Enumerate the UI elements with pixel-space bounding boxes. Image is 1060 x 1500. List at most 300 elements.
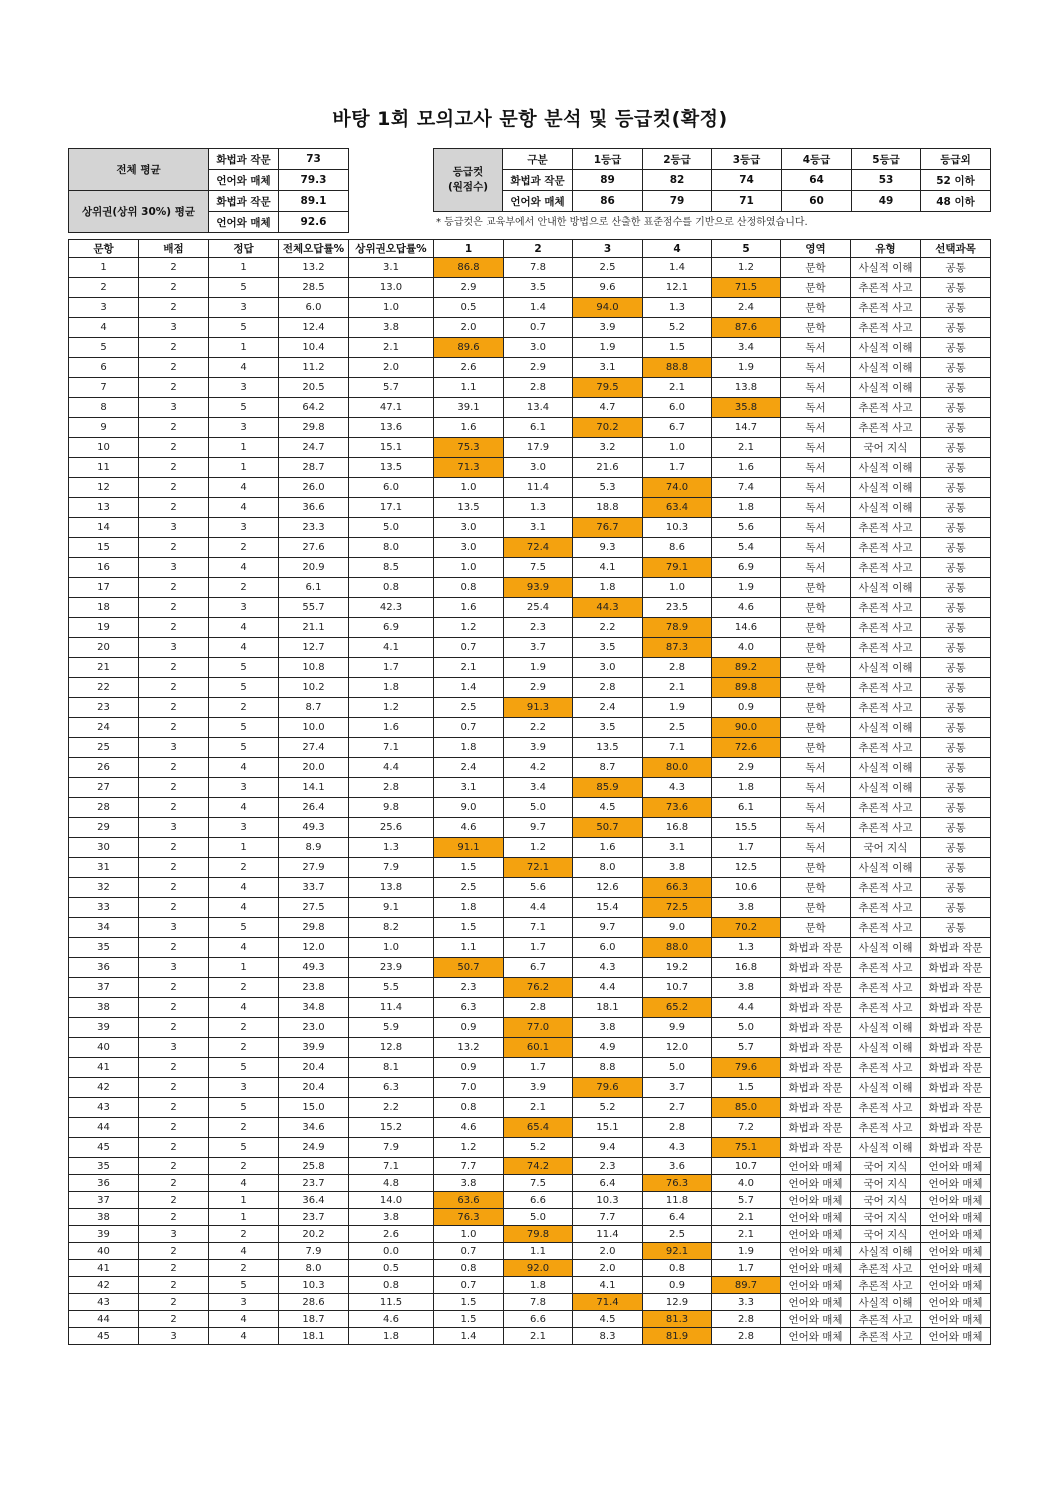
table-row [69, 1078, 991, 1098]
table-cell: 2 [139, 1078, 209, 1098]
table-cell: 4 [209, 558, 279, 578]
table-row [69, 638, 991, 658]
table-cell: 0.9 [434, 1018, 504, 1038]
table-cell: 추론적 사고 [851, 738, 921, 758]
table-cell: 사실적 이해 [851, 338, 921, 358]
table-row [69, 1158, 991, 1175]
table-cell: 1.9 [643, 698, 712, 718]
table-cell: 언어와 매체 [781, 1209, 851, 1226]
table-cell: 0.8 [643, 1260, 712, 1277]
table-cell: 2.9 [504, 678, 573, 698]
table-cell: 7.1 [349, 738, 434, 758]
table-cell: 3 [139, 558, 209, 578]
table-row [69, 818, 991, 838]
table-cell: 14.1 [279, 778, 349, 798]
table-cell: 8 [69, 398, 139, 418]
table-cell: 공통 [921, 318, 991, 338]
table-cell: 12.5 [712, 858, 781, 878]
table-cell: 독서 [781, 458, 851, 478]
table-cell: 1.6 [434, 598, 504, 618]
table-cell: 2 [209, 858, 279, 878]
table-cell: 1.5 [434, 1311, 504, 1328]
table-cell: 1.3 [349, 838, 434, 858]
table-row [69, 418, 991, 438]
table-row [69, 1058, 991, 1078]
table-cell: 2.9 [712, 758, 781, 778]
table-cell: 15.1 [573, 1118, 643, 1138]
table-cell: 언어와 매체 [781, 1226, 851, 1243]
cut-cell: 언어와 매체 [503, 191, 573, 212]
item-header-cell: 1 [434, 240, 504, 258]
table-cell: 공통 [921, 618, 991, 638]
table-cell: 3.0 [573, 658, 643, 678]
table-cell: 10.4 [279, 338, 349, 358]
table-cell: 28.7 [279, 458, 349, 478]
table-cell: 0.8 [434, 1098, 504, 1118]
table-cell: 0.8 [349, 578, 434, 598]
cut-header-cell: 2등급 [643, 149, 712, 170]
table-row [69, 778, 991, 798]
table-cell: 1.4 [434, 1328, 504, 1345]
table-cell: 21.6 [573, 458, 643, 478]
table-row [69, 258, 991, 278]
table-cell: 2 [139, 678, 209, 698]
table-cell: 3 [139, 738, 209, 758]
table-cell: 추론적 사고 [851, 998, 921, 1018]
table-cell: 78.9 [643, 618, 712, 638]
table-cell: 국어 지식 [851, 1192, 921, 1209]
table-cell: 71.5 [712, 278, 781, 298]
table-cell: 공통 [921, 878, 991, 898]
table-cell: 문학 [781, 258, 851, 278]
table-cell: 2 [139, 1311, 209, 1328]
table-cell: 5.6 [712, 518, 781, 538]
table-cell: 2.1 [504, 1098, 573, 1118]
table-cell: 국어 지식 [851, 1209, 921, 1226]
table-cell: 23.7 [279, 1175, 349, 1192]
table-cell: 0.0 [349, 1243, 434, 1260]
table-cell: 독서 [781, 358, 851, 378]
table-cell: 2.1 [643, 678, 712, 698]
table-cell: 11.4 [573, 1226, 643, 1243]
table-cell: 4.0 [712, 638, 781, 658]
table-cell: 2.3 [573, 1158, 643, 1175]
table-cell: 2.8 [504, 998, 573, 1018]
table-cell: 언어와 매체 [921, 1328, 991, 1345]
table-cell: 화법과 작문 [921, 958, 991, 978]
table-cell: 언어와 매체 [921, 1192, 991, 1209]
table-row [69, 1098, 991, 1118]
table-cell: 3 [139, 398, 209, 418]
table-cell: 1 [209, 1192, 279, 1209]
table-cell: 7.1 [349, 1158, 434, 1175]
table-cell: 사실적 이해 [851, 758, 921, 778]
table-row [69, 338, 991, 358]
table-cell: 25.4 [504, 598, 573, 618]
table-cell: 독서 [781, 378, 851, 398]
table-cell: 독서 [781, 418, 851, 438]
table-cell: 33.7 [279, 878, 349, 898]
table-cell: 90.0 [712, 718, 781, 738]
table-cell: 74.0 [643, 478, 712, 498]
table-cell: 1.4 [504, 298, 573, 318]
table-cell: 2 [69, 278, 139, 298]
table-cell: 문학 [781, 918, 851, 938]
table-cell: 추론적 사고 [851, 798, 921, 818]
table-cell: 5 [69, 338, 139, 358]
table-cell: 독서 [781, 518, 851, 538]
table-row [69, 558, 991, 578]
table-cell: 1.4 [434, 678, 504, 698]
table-cell: 국어 지식 [851, 438, 921, 458]
table-cell: 4 [209, 898, 279, 918]
table-cell: 77.0 [504, 1018, 573, 1038]
table-cell: 2 [139, 538, 209, 558]
table-cell: 문학 [781, 878, 851, 898]
table-cell: 38 [69, 998, 139, 1018]
table-cell: 사실적 이해 [851, 578, 921, 598]
table-row [69, 798, 991, 818]
table-cell: 4.6 [434, 818, 504, 838]
table-cell: 4.6 [434, 1118, 504, 1138]
table-cell: 6.3 [349, 1078, 434, 1098]
table-cell: 7.4 [712, 478, 781, 498]
table-cell: 6.9 [712, 558, 781, 578]
table-cell: 0.8 [349, 1277, 434, 1294]
table-cell: 문학 [781, 678, 851, 698]
table-cell: 27.4 [279, 738, 349, 758]
table-cell: 14.7 [712, 418, 781, 438]
table-cell: 2 [139, 1138, 209, 1158]
table-cell: 20.4 [279, 1058, 349, 1078]
table-cell: 40 [69, 1038, 139, 1058]
table-cell: 3 [139, 1328, 209, 1345]
table-cell: 1.8 [712, 778, 781, 798]
top-average-label: 상위권(상위 30%) 평균 [69, 191, 209, 233]
table-cell: 7.8 [504, 1294, 573, 1311]
table-cell: 5.7 [349, 378, 434, 398]
table-cell: 0.7 [434, 718, 504, 738]
item-header-cell: 2 [504, 240, 573, 258]
table-cell: 11.8 [643, 1192, 712, 1209]
table-cell: 문학 [781, 738, 851, 758]
table-cell: 3 [209, 298, 279, 318]
table-cell: 81.3 [643, 1311, 712, 1328]
table-cell: 9.1 [349, 898, 434, 918]
table-cell: 5 [209, 318, 279, 338]
table-cell: 1 [209, 838, 279, 858]
table-cell: 사실적 이해 [851, 1294, 921, 1311]
table-cell: 4 [209, 878, 279, 898]
table-cell: 공통 [921, 398, 991, 418]
table-cell: 1.7 [504, 938, 573, 958]
table-cell: 독서 [781, 778, 851, 798]
table-cell: 3.8 [573, 1018, 643, 1038]
table-cell: 7.5 [504, 558, 573, 578]
table-cell: 49.3 [279, 958, 349, 978]
table-cell: 3 [139, 1226, 209, 1243]
cut-header-cell: 구분 [503, 149, 573, 170]
table-cell: 1.8 [573, 578, 643, 598]
table-cell: 5.6 [504, 878, 573, 898]
table-cell: 추론적 사고 [851, 538, 921, 558]
table-cell: 71.3 [434, 458, 504, 478]
table-cell: 10.0 [279, 718, 349, 738]
table-cell: 15.1 [349, 438, 434, 458]
table-cell: 15.5 [712, 818, 781, 838]
table-cell: 7.9 [349, 1138, 434, 1158]
table-cell: 20.9 [279, 558, 349, 578]
table-cell: 27 [69, 778, 139, 798]
table-row [69, 1175, 991, 1192]
table-row [69, 498, 991, 518]
cut-header-cell: 3등급 [712, 149, 782, 170]
table-cell: 문학 [781, 278, 851, 298]
table-cell: 3 [139, 638, 209, 658]
table-cell: 독서 [781, 758, 851, 778]
table-cell: 79.6 [573, 1078, 643, 1098]
table-cell: 29 [69, 818, 139, 838]
table-cell: 2.2 [349, 1098, 434, 1118]
table-cell: 1.7 [643, 458, 712, 478]
table-cell: 언어와 매체 [781, 1294, 851, 1311]
table-cell: 6.0 [349, 478, 434, 498]
table-cell: 2.4 [573, 698, 643, 718]
cut-cell: 79 [643, 191, 712, 212]
table-cell: 4.4 [349, 758, 434, 778]
table-cell: 2 [139, 1209, 209, 1226]
table-cell: 공통 [921, 358, 991, 378]
table-cell: 18.1 [279, 1328, 349, 1345]
table-cell: 11.4 [349, 998, 434, 1018]
table-cell: 2.2 [573, 618, 643, 638]
cut-cell: 52 이하 [921, 170, 991, 191]
table-cell: 독서 [781, 818, 851, 838]
table-cell: 9.3 [573, 538, 643, 558]
table-cell: 36 [69, 1175, 139, 1192]
table-cell: 공통 [921, 298, 991, 318]
avg-value: 79.3 [279, 170, 349, 191]
table-cell: 0.7 [434, 1277, 504, 1294]
table-cell: 추론적 사고 [851, 1328, 921, 1345]
table-row [69, 858, 991, 878]
table-cell: 4.1 [573, 558, 643, 578]
table-cell: 5 [209, 918, 279, 938]
table-cell: 14.6 [712, 618, 781, 638]
table-cell: 50.7 [434, 958, 504, 978]
table-cell: 3 [209, 598, 279, 618]
table-cell: 2 [209, 978, 279, 998]
table-cell: 10.6 [712, 878, 781, 898]
table-cell: 사실적 이해 [851, 1018, 921, 1038]
table-cell: 3 [209, 518, 279, 538]
table-cell: 8.1 [349, 1058, 434, 1078]
table-cell: 공통 [921, 378, 991, 398]
table-cell: 15.0 [279, 1098, 349, 1118]
table-cell: 언어와 매체 [781, 1328, 851, 1345]
table-row [69, 918, 991, 938]
table-cell: 17.1 [349, 498, 434, 518]
table-cell: 2.8 [573, 678, 643, 698]
table-cell: 4.3 [643, 778, 712, 798]
table-cell: 1.2 [712, 258, 781, 278]
table-row [69, 358, 991, 378]
table-row [69, 458, 991, 478]
table-cell: 1.0 [434, 558, 504, 578]
table-cell: 공통 [921, 778, 991, 798]
table-cell: 23.3 [279, 518, 349, 538]
table-cell: 국어 지식 [851, 1175, 921, 1192]
table-cell: 화법과 작문 [781, 1098, 851, 1118]
cut-cell: 74 [712, 170, 782, 191]
table-cell: 1.8 [349, 678, 434, 698]
table-cell: 33 [69, 898, 139, 918]
table-cell: 15 [69, 538, 139, 558]
table-cell: 74.2 [504, 1158, 573, 1175]
table-row [69, 718, 991, 738]
table-cell: 20 [69, 638, 139, 658]
table-cell: 26 [69, 758, 139, 778]
table-cell: 47.1 [349, 398, 434, 418]
table-cell: 화법과 작문 [781, 938, 851, 958]
table-cell: 언어와 매체 [921, 1226, 991, 1243]
table-cell: 11.5 [349, 1294, 434, 1311]
table-cell: 72.5 [643, 898, 712, 918]
table-cell: 89.2 [712, 658, 781, 678]
table-cell: 1.3 [712, 938, 781, 958]
table-cell: 1.8 [712, 498, 781, 518]
table-cell: 추론적 사고 [851, 698, 921, 718]
table-cell: 0.7 [504, 318, 573, 338]
table-cell: 공통 [921, 278, 991, 298]
table-cell: 93.9 [504, 578, 573, 598]
table-cell: 화법과 작문 [781, 958, 851, 978]
table-cell: 3.1 [349, 258, 434, 278]
table-cell: 1.1 [434, 378, 504, 398]
table-cell: 문학 [781, 898, 851, 918]
table-cell: 27.9 [279, 858, 349, 878]
table-cell: 추론적 사고 [851, 878, 921, 898]
table-cell: 5.2 [504, 1138, 573, 1158]
table-cell: 4.1 [349, 638, 434, 658]
table-cell: 13.5 [349, 458, 434, 478]
table-row [69, 1209, 991, 1226]
table-cell: 공통 [921, 758, 991, 778]
cut-cell: 화법과 작문 [503, 170, 573, 191]
table-cell: 2.0 [434, 318, 504, 338]
table-cell: 12.0 [643, 1038, 712, 1058]
table-cell: 3.8 [712, 978, 781, 998]
table-cell: 문학 [781, 298, 851, 318]
table-cell: 24.7 [279, 438, 349, 458]
table-cell: 79.5 [573, 378, 643, 398]
table-cell: 1.1 [504, 1243, 573, 1260]
table-cell: 5.7 [712, 1192, 781, 1209]
table-cell: 91.1 [434, 838, 504, 858]
table-cell: 2 [209, 1260, 279, 1277]
table-cell: 공통 [921, 638, 991, 658]
table-cell: 4 [209, 1311, 279, 1328]
table-cell: 2.1 [712, 438, 781, 458]
table-row [69, 898, 991, 918]
table-cell: 3 [139, 918, 209, 938]
table-cell: 2 [139, 838, 209, 858]
table-cell: 5.3 [573, 478, 643, 498]
table-cell: 6.0 [573, 938, 643, 958]
table-cell: 65.2 [643, 998, 712, 1018]
table-cell: 4.5 [573, 1311, 643, 1328]
table-cell: 75.1 [712, 1138, 781, 1158]
table-cell: 4.4 [504, 898, 573, 918]
table-cell: 19.2 [643, 958, 712, 978]
table-cell: 1 [209, 1209, 279, 1226]
table-cell: 7.1 [643, 738, 712, 758]
table-cell: 10.2 [279, 678, 349, 698]
table-cell: 5 [209, 678, 279, 698]
table-cell: 언어와 매체 [921, 1209, 991, 1226]
table-cell: 13.0 [349, 278, 434, 298]
table-cell: 2.3 [434, 978, 504, 998]
cut-cell: 89 [573, 170, 643, 191]
item-header-cell: 영역 [781, 240, 851, 258]
table-cell: 12.8 [349, 1038, 434, 1058]
cut-cell: 82 [643, 170, 712, 191]
table-cell: 1.0 [434, 1226, 504, 1243]
table-cell: 2.1 [504, 1328, 573, 1345]
table-row [69, 398, 991, 418]
table-cell: 44 [69, 1311, 139, 1328]
table-cell: 추론적 사고 [851, 318, 921, 338]
table-cell: 1 [209, 338, 279, 358]
overall-average-label: 전체 평균 [69, 149, 209, 191]
table-row [69, 518, 991, 538]
table-cell: 23.9 [349, 958, 434, 978]
table-cell: 5.0 [504, 1209, 573, 1226]
table-cell: 1.0 [349, 938, 434, 958]
table-cell: 11.2 [279, 358, 349, 378]
table-cell: 2.8 [712, 1311, 781, 1328]
table-cell: 2.5 [573, 258, 643, 278]
table-cell: 12.0 [279, 938, 349, 958]
table-row [69, 958, 991, 978]
item-header-cell: 5 [712, 240, 781, 258]
table-cell: 1.7 [712, 1260, 781, 1277]
table-cell: 6.6 [504, 1311, 573, 1328]
table-cell: 23 [69, 698, 139, 718]
table-cell: 38 [69, 1209, 139, 1226]
table-cell: 사실적 이해 [851, 478, 921, 498]
table-cell: 3 [209, 1294, 279, 1311]
cut-header-cell: 1등급 [573, 149, 643, 170]
table-cell: 0.7 [434, 1243, 504, 1260]
table-cell: 88.0 [643, 938, 712, 958]
table-cell: 76.7 [573, 518, 643, 538]
table-cell: 추론적 사고 [851, 418, 921, 438]
table-row [69, 878, 991, 898]
cut-cell: 49 [852, 191, 921, 212]
table-cell: 5.4 [712, 538, 781, 558]
table-cell: 사실적 이해 [851, 498, 921, 518]
table-cell: 0.9 [434, 1058, 504, 1078]
table-cell: 6.1 [712, 798, 781, 818]
table-cell: 2 [139, 718, 209, 738]
table-cell: 10.7 [643, 978, 712, 998]
table-cell: 76.2 [504, 978, 573, 998]
table-row [69, 1243, 991, 1260]
table-cell: 4.5 [573, 798, 643, 818]
item-analysis-table [68, 239, 991, 1345]
table-cell: 18.7 [279, 1311, 349, 1328]
